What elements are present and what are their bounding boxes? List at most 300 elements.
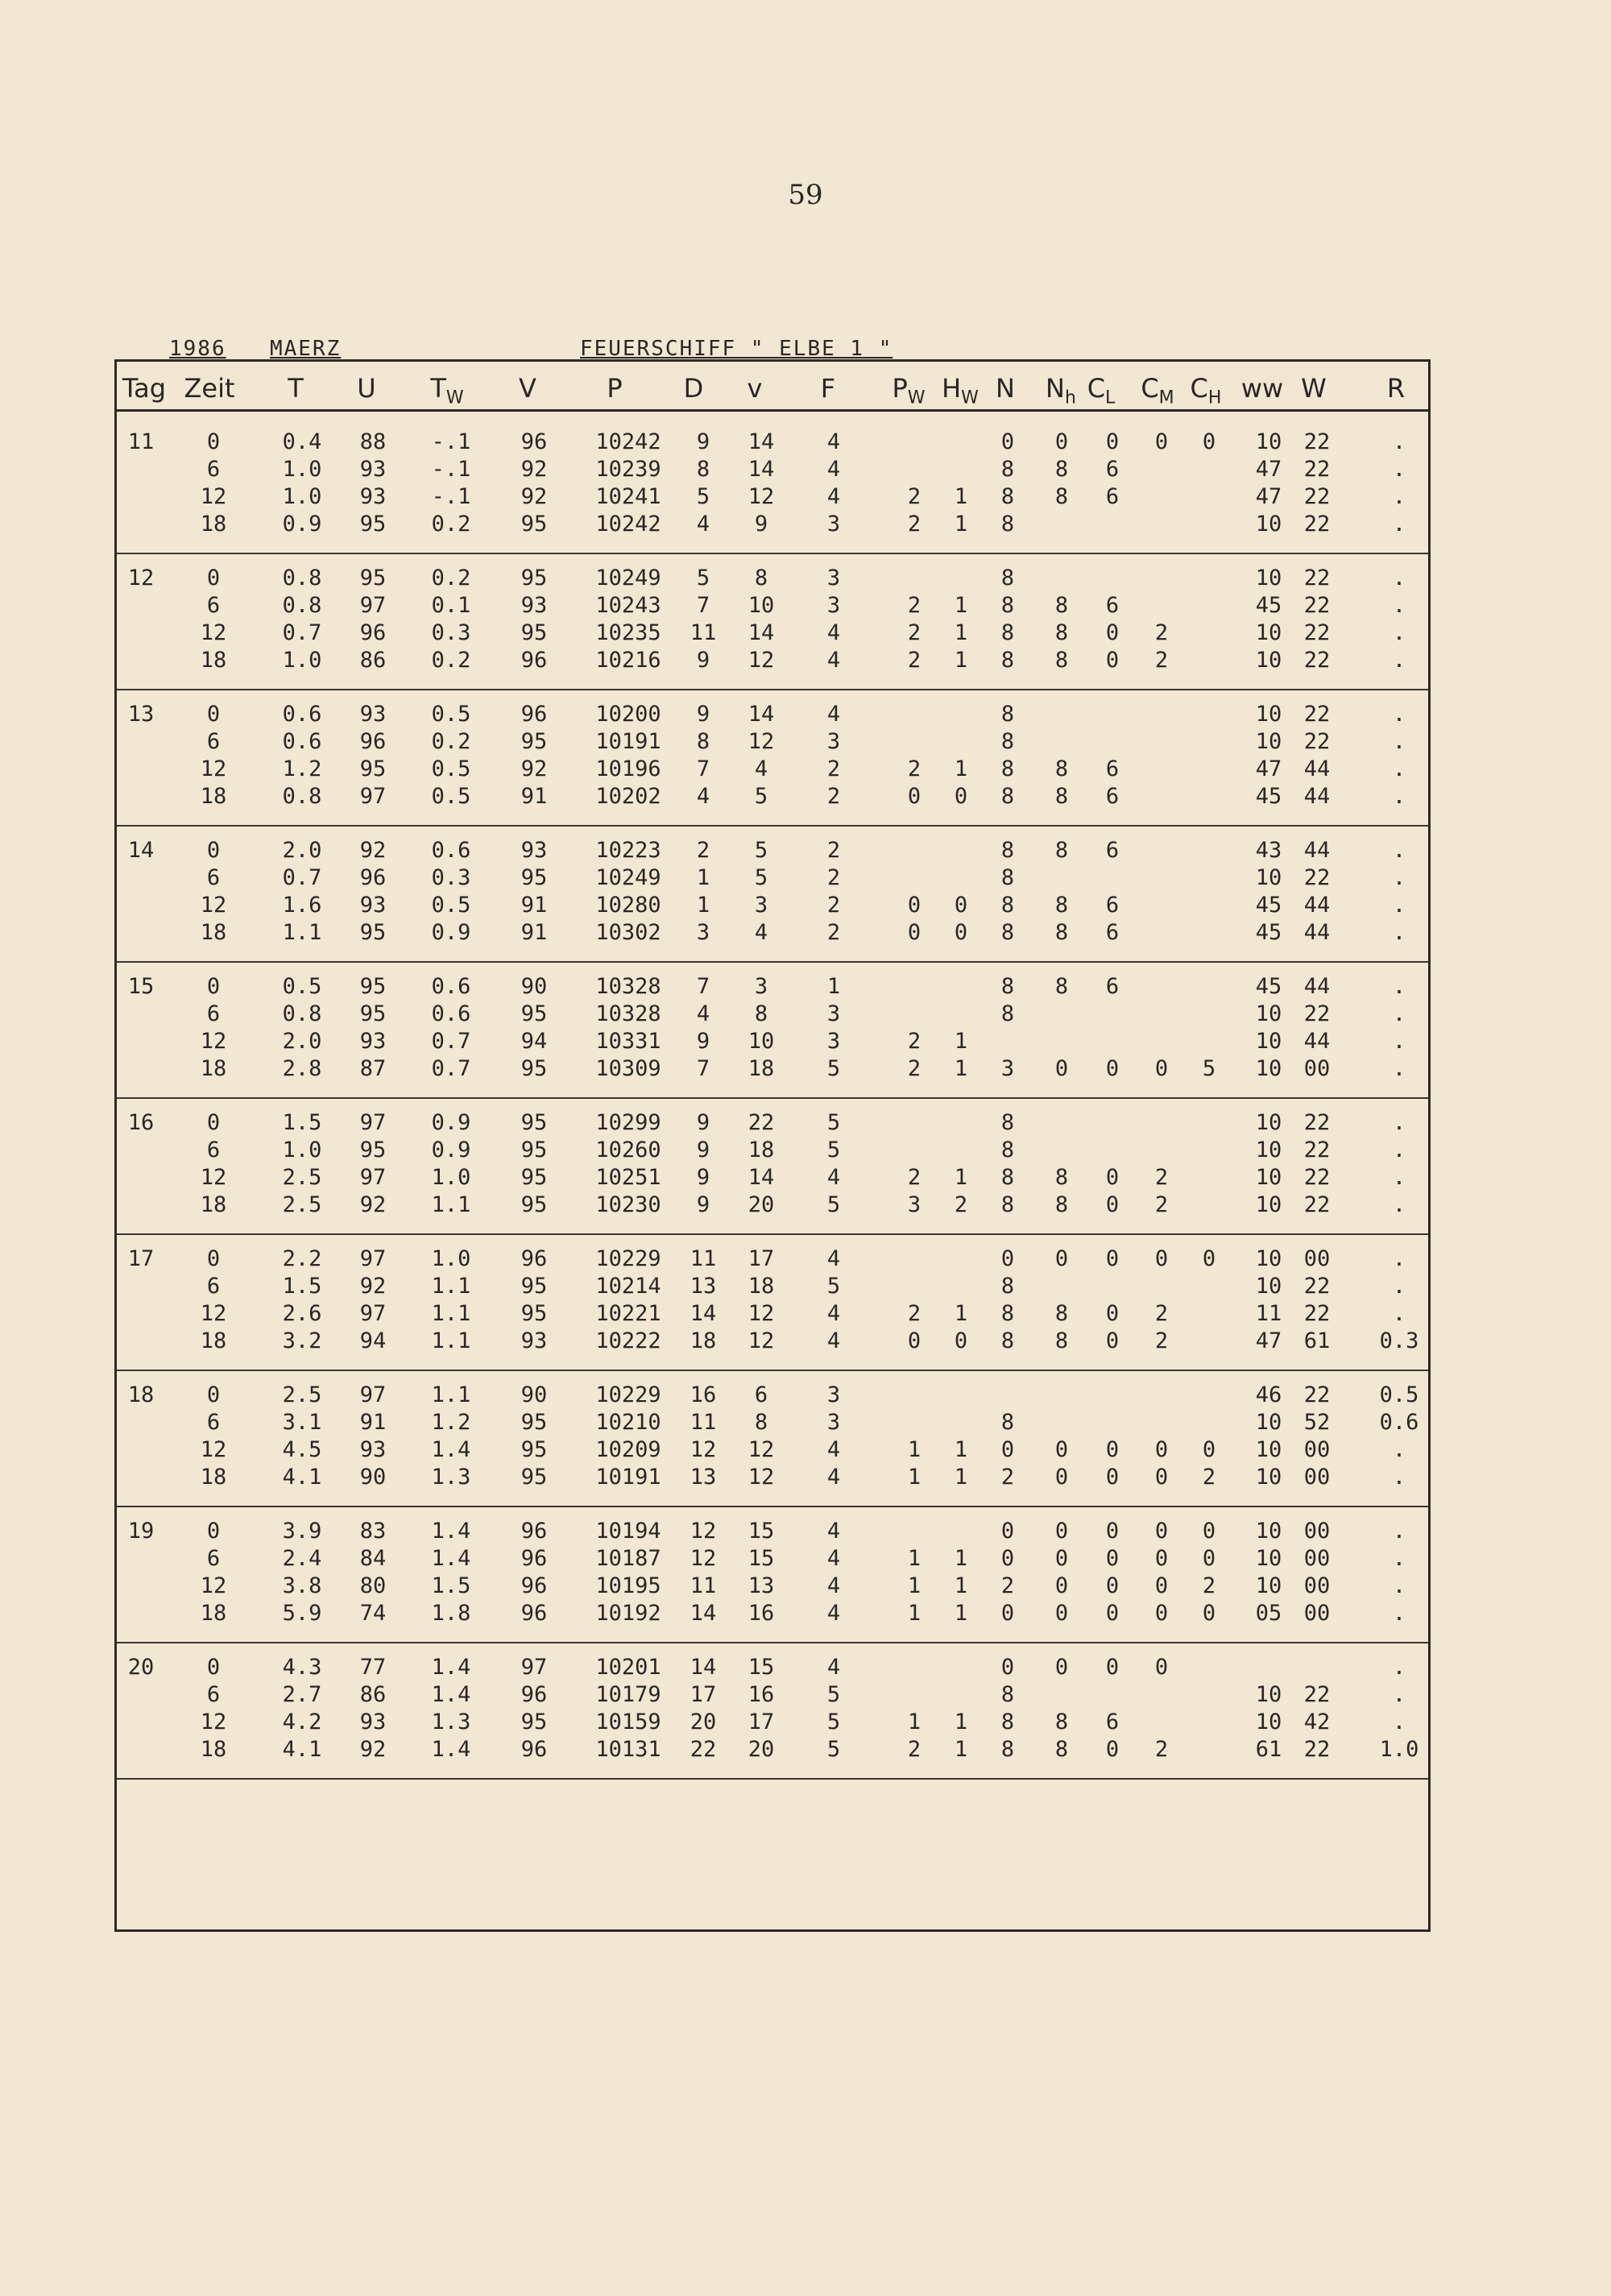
cell-d: 7: [696, 1056, 710, 1081]
cell-cl: 0: [1105, 1056, 1120, 1081]
cell-zeit: 18: [200, 1601, 227, 1626]
cell-n: 0: [1000, 429, 1015, 454]
cell-hw: 1: [954, 1437, 968, 1462]
cell-d: 5: [696, 484, 710, 509]
cell-tag: 19: [127, 1519, 155, 1544]
cell-v-speed: 18: [748, 1056, 775, 1081]
cell-tw: 1.0: [431, 1246, 471, 1271]
cell-cm: 2: [1154, 620, 1169, 645]
cell-pw: 0: [907, 1328, 921, 1353]
cell-f: 5: [826, 1274, 841, 1299]
cell-cl: 0: [1105, 1737, 1120, 1762]
cell-p: 10235: [595, 620, 661, 645]
cell-ww: 47: [1255, 756, 1282, 781]
table-header: [117, 362, 1428, 412]
cell-v-speed: 12: [748, 1328, 775, 1353]
cell-n: 8: [1000, 1274, 1015, 1299]
cell-zeit: 12: [200, 1165, 227, 1190]
cell-r: .: [1392, 920, 1406, 945]
cell-v-speed: 8: [754, 1001, 768, 1026]
cell-tag: 15: [127, 974, 155, 999]
cell-zeit: 12: [200, 620, 227, 645]
cell-ww: 45: [1255, 974, 1282, 999]
cell-zeit: 12: [200, 1573, 227, 1598]
cell-hw: 0: [954, 893, 968, 918]
cell-v-speed: 4: [754, 756, 768, 781]
cell-zeit: 12: [200, 1710, 227, 1734]
cell-t: 2.7: [282, 1682, 322, 1707]
cell-zeit: 0: [206, 1655, 221, 1680]
cell-tw: 0.5: [431, 893, 471, 918]
cell-u: 92: [359, 1274, 387, 1299]
cell-w: 52: [1303, 1410, 1331, 1435]
cell-n: 8: [1000, 893, 1015, 918]
cell-v: 93: [520, 1328, 548, 1353]
cell-f: 3: [826, 566, 841, 591]
cell-v-speed: 15: [748, 1655, 775, 1680]
header-ch: $C_H$: [1190, 373, 1222, 408]
header-r: R: [1386, 373, 1406, 404]
cell-zeit: 0: [206, 838, 221, 863]
cell-v: 91: [520, 920, 548, 945]
cell-r: .: [1392, 1165, 1406, 1190]
group-separator: [117, 1097, 1428, 1099]
header-zeit: Zeit: [184, 373, 235, 404]
cell-v: 95: [520, 1465, 548, 1490]
group-separator: [117, 961, 1428, 963]
cell-tw: 1.2: [431, 1410, 471, 1435]
cell-zeit: 18: [200, 1328, 227, 1353]
cell-f: 5: [826, 1110, 841, 1135]
cell-u: 86: [359, 648, 387, 673]
cell-v: 93: [520, 838, 548, 863]
cell-p: 10331: [595, 1029, 661, 1054]
cell-hw: 1: [954, 648, 968, 673]
cell-w: 22: [1303, 702, 1331, 727]
cell-n: 8: [1000, 1328, 1015, 1353]
cell-zeit: 6: [206, 729, 221, 754]
cell-nh: 8: [1054, 893, 1069, 918]
cell-tw: 1.4: [431, 1546, 471, 1571]
cell-cm: 0: [1154, 1546, 1169, 1571]
cell-tw: 0.7: [431, 1029, 471, 1054]
cell-p: 10243: [595, 593, 661, 618]
cell-tag: 11: [127, 429, 155, 454]
cell-zeit: 6: [206, 1001, 221, 1026]
cell-u: 95: [359, 566, 387, 591]
cell-v-speed: 12: [748, 1301, 775, 1326]
cell-n: 8: [1000, 920, 1015, 945]
cell-t: 0.8: [282, 1001, 322, 1026]
cell-u: 84: [359, 1546, 387, 1571]
cell-w: 22: [1303, 1274, 1331, 1299]
header-ww: ww: [1240, 373, 1284, 404]
cell-u: 97: [359, 1246, 387, 1271]
cell-nh: 8: [1054, 920, 1069, 945]
cell-ww: 10: [1255, 1029, 1282, 1054]
cell-v: 96: [520, 1682, 548, 1707]
header-tw: $T_W$: [430, 373, 464, 408]
cell-zeit: 6: [206, 457, 221, 482]
cell-cl: 0: [1105, 429, 1120, 454]
cell-d: 9: [696, 702, 710, 727]
cell-ww: 45: [1255, 920, 1282, 945]
cell-p: 10200: [595, 702, 661, 727]
cell-p: 10249: [595, 566, 661, 591]
cell-w: 22: [1303, 512, 1331, 537]
cell-d: 13: [690, 1274, 717, 1299]
cell-tw: -.1: [431, 457, 471, 482]
header-t: T: [288, 373, 304, 404]
cell-f: 3: [826, 1382, 841, 1407]
cell-n: 8: [1000, 865, 1015, 890]
cell-n: 8: [1000, 484, 1015, 509]
cell-f: 2: [826, 784, 841, 809]
cell-ww: 10: [1255, 1546, 1282, 1571]
cell-hw: 1: [954, 484, 968, 509]
cell-d: 9: [696, 429, 710, 454]
cell-w: 22: [1303, 729, 1331, 754]
cell-tw: 0.5: [431, 784, 471, 809]
cell-cm: 0: [1154, 1601, 1169, 1626]
cell-f: 3: [826, 1001, 841, 1026]
cell-v: 95: [520, 620, 548, 645]
cell-u: 92: [359, 1737, 387, 1762]
cell-v: 90: [520, 974, 548, 999]
cell-u: 95: [359, 974, 387, 999]
cell-w: 22: [1303, 429, 1331, 454]
cell-t: 1.0: [282, 1138, 322, 1163]
cell-v-speed: 10: [748, 593, 775, 618]
caption-year: 1986: [169, 337, 226, 361]
cell-t: 1.1: [282, 920, 322, 945]
cell-d: 14: [690, 1301, 717, 1326]
cell-pw: 2: [907, 1056, 921, 1081]
cell-u: 87: [359, 1056, 387, 1081]
cell-ww: 10: [1255, 620, 1282, 645]
cell-tag: 14: [127, 838, 155, 863]
cell-v-speed: 16: [748, 1682, 775, 1707]
cell-p: 10242: [595, 512, 661, 537]
cell-w: 22: [1303, 1382, 1331, 1407]
cell-nh: 8: [1054, 484, 1069, 509]
cell-r: .: [1392, 648, 1406, 673]
cell-hw: 1: [954, 1546, 968, 1571]
cell-u: 95: [359, 1001, 387, 1026]
cell-v-speed: 12: [748, 1437, 775, 1462]
cell-n: 8: [1000, 457, 1015, 482]
cell-hw: 0: [954, 784, 968, 809]
cell-pw: 2: [907, 1737, 921, 1762]
cell-tw: 0.1: [431, 593, 471, 618]
cell-v-speed: 13: [748, 1573, 775, 1598]
cell-hw: 1: [954, 1029, 968, 1054]
cell-tag: 18: [127, 1382, 155, 1407]
cell-w: 00: [1303, 1056, 1331, 1081]
cell-cl: 0: [1105, 1165, 1120, 1190]
cell-w: 22: [1303, 593, 1331, 618]
cell-ww: 10: [1255, 729, 1282, 754]
cell-r: .: [1392, 1601, 1406, 1626]
cell-v: 95: [520, 512, 548, 537]
cell-f: 4: [826, 484, 841, 509]
cell-u: 93: [359, 1437, 387, 1462]
cell-n: 8: [1000, 648, 1015, 673]
cell-r: .: [1392, 1437, 1406, 1462]
cell-p: 10239: [595, 457, 661, 482]
cell-cm: 0: [1154, 1246, 1169, 1271]
cell-t: 2.6: [282, 1301, 322, 1326]
cell-d: 4: [696, 1001, 710, 1026]
group-separator: [117, 825, 1428, 827]
cell-t: 1.6: [282, 893, 322, 918]
cell-f: 4: [826, 1519, 841, 1544]
cell-tw: 0.5: [431, 756, 471, 781]
cell-r: .: [1392, 702, 1406, 727]
cell-tw: 1.3: [431, 1710, 471, 1734]
cell-p: 10221: [595, 1301, 661, 1326]
cell-zeit: 0: [206, 1246, 221, 1271]
cell-nh: 8: [1054, 1328, 1069, 1353]
cell-pw: 2: [907, 512, 921, 537]
cell-cl: 6: [1105, 593, 1120, 618]
cell-d: 8: [696, 457, 710, 482]
cell-pw: 1: [907, 1710, 921, 1734]
group-separator: [117, 1233, 1428, 1235]
cell-v: 96: [520, 1601, 548, 1626]
cell-v-speed: 14: [748, 620, 775, 645]
cell-n: 8: [1000, 1165, 1015, 1190]
cell-t: 2.0: [282, 1029, 322, 1054]
cell-n: 0: [1000, 1437, 1015, 1462]
caption-month: MAERZ: [270, 337, 342, 361]
cell-nh: 0: [1054, 1246, 1069, 1271]
cell-w: 44: [1303, 920, 1331, 945]
cell-u: 97: [359, 784, 387, 809]
cell-tw: 1.4: [431, 1737, 471, 1762]
cell-tw: 0.6: [431, 838, 471, 863]
group-separator: [117, 1778, 1428, 1780]
cell-r: .: [1392, 1056, 1406, 1081]
cell-v-speed: 12: [748, 729, 775, 754]
cell-ww: 10: [1255, 1274, 1282, 1299]
cell-v: 95: [520, 1301, 548, 1326]
cell-tw: 0.2: [431, 512, 471, 537]
cell-u: 97: [359, 1110, 387, 1135]
cell-v-speed: 20: [748, 1737, 775, 1762]
cell-d: 9: [696, 1165, 710, 1190]
cell-nh: 8: [1054, 974, 1069, 999]
cell-n: 8: [1000, 1682, 1015, 1707]
cell-v: 91: [520, 784, 548, 809]
cell-tw: 0.5: [431, 702, 471, 727]
cell-r: .: [1392, 512, 1406, 537]
cell-f: 4: [826, 1601, 841, 1626]
cell-r: .: [1392, 1573, 1406, 1598]
cell-n: 8: [1000, 1110, 1015, 1135]
cell-pw: 2: [907, 1165, 921, 1190]
cell-w: 00: [1303, 1465, 1331, 1490]
cell-ww: 10: [1255, 1519, 1282, 1544]
cell-ww: 61: [1255, 1737, 1282, 1762]
cell-d: 9: [696, 1138, 710, 1163]
cell-p: 10230: [595, 1192, 661, 1217]
cell-d: 12: [690, 1437, 717, 1462]
cell-ch: 0: [1202, 429, 1216, 454]
cell-w: 61: [1303, 1328, 1331, 1353]
header-pw: $P_W$: [892, 373, 926, 408]
cell-zeit: 0: [206, 1519, 221, 1544]
cell-ch: 2: [1202, 1573, 1216, 1598]
cell-f: 2: [826, 838, 841, 863]
cell-p: 10201: [595, 1655, 661, 1680]
cell-zeit: 12: [200, 1029, 227, 1054]
cell-tw: 0.9: [431, 920, 471, 945]
cell-n: 8: [1000, 702, 1015, 727]
cell-cl: 0: [1105, 1546, 1120, 1571]
cell-cl: 6: [1105, 756, 1120, 781]
cell-n: 8: [1000, 1710, 1015, 1734]
cell-tw: 0.2: [431, 729, 471, 754]
cell-tw: 1.1: [431, 1301, 471, 1326]
cell-ww: 10: [1255, 1001, 1282, 1026]
cell-pw: 2: [907, 484, 921, 509]
cell-r: .: [1392, 429, 1406, 454]
cell-d: 5: [696, 566, 710, 591]
cell-ww: 45: [1255, 593, 1282, 618]
cell-cm: 0: [1154, 429, 1169, 454]
cell-p: 10192: [595, 1601, 661, 1626]
cell-v: 96: [520, 702, 548, 727]
cell-w: 00: [1303, 1573, 1331, 1598]
cell-nh: 8: [1054, 620, 1069, 645]
cell-ww: 10: [1255, 1710, 1282, 1734]
cell-ww: 45: [1255, 893, 1282, 918]
cell-zeit: 6: [206, 1410, 221, 1435]
cell-cl: 0: [1105, 1573, 1120, 1598]
cell-cl: 6: [1105, 784, 1120, 809]
cell-d: 7: [696, 593, 710, 618]
cell-r: .: [1392, 1655, 1406, 1680]
cell-v-speed: 8: [754, 566, 768, 591]
cell-hw: 1: [954, 1465, 968, 1490]
cell-zeit: 0: [206, 566, 221, 591]
cell-hw: 1: [954, 1056, 968, 1081]
cell-p: 10195: [595, 1573, 661, 1598]
cell-zeit: 18: [200, 1465, 227, 1490]
cell-t: 1.0: [282, 484, 322, 509]
cell-v-speed: 5: [754, 784, 768, 809]
cell-zeit: 12: [200, 893, 227, 918]
cell-r: .: [1392, 1029, 1406, 1054]
cell-pw: 1: [907, 1601, 921, 1626]
cell-nh: 8: [1054, 1301, 1069, 1326]
cell-u: 93: [359, 457, 387, 482]
cell-zeit: 18: [200, 648, 227, 673]
cell-v-speed: 9: [754, 512, 768, 537]
cell-w: 22: [1303, 484, 1331, 509]
cell-tag: 16: [127, 1110, 155, 1135]
cell-n: 8: [1000, 756, 1015, 781]
cell-v: 96: [520, 1546, 548, 1571]
cell-v-speed: 22: [748, 1110, 775, 1135]
cell-f: 4: [826, 620, 841, 645]
cell-nh: 8: [1054, 838, 1069, 863]
cell-tw: 1.1: [431, 1328, 471, 1353]
cell-n: 8: [1000, 593, 1015, 618]
cell-w: 44: [1303, 974, 1331, 999]
cell-nh: 8: [1054, 1737, 1069, 1762]
cell-zeit: 6: [206, 1682, 221, 1707]
cell-d: 11: [690, 1410, 717, 1435]
cell-zeit: 18: [200, 784, 227, 809]
cell-f: 5: [826, 1682, 841, 1707]
cell-tw: 1.4: [431, 1655, 471, 1680]
cell-v: 94: [520, 1029, 548, 1054]
cell-v-speed: 18: [748, 1138, 775, 1163]
cell-zeit: 12: [200, 756, 227, 781]
cell-t: 0.7: [282, 865, 322, 890]
cell-cl: 0: [1105, 1465, 1120, 1490]
cell-v-speed: 4: [754, 920, 768, 945]
cell-hw: 1: [954, 1737, 968, 1762]
cell-f: 5: [826, 1192, 841, 1217]
cell-pw: 3: [907, 1192, 921, 1217]
cell-cl: 0: [1105, 1519, 1120, 1544]
cell-zeit: 6: [206, 1274, 221, 1299]
cell-f: 4: [826, 648, 841, 673]
cell-v: 95: [520, 865, 548, 890]
cell-ww: 05: [1255, 1601, 1282, 1626]
cell-hw: 1: [954, 1601, 968, 1626]
cell-v: 96: [520, 1519, 548, 1544]
cell-r: .: [1392, 620, 1406, 645]
cell-f: 4: [826, 1655, 841, 1680]
cell-t: 2.5: [282, 1192, 322, 1217]
cell-tw: 1.1: [431, 1274, 471, 1299]
cell-f: 3: [826, 729, 841, 754]
cell-p: 10216: [595, 648, 661, 673]
cell-d: 1: [696, 893, 710, 918]
cell-r: 1.0: [1379, 1737, 1419, 1762]
cell-p: 10202: [595, 784, 661, 809]
cell-n: 2: [1000, 1573, 1015, 1598]
cell-pw: 1: [907, 1573, 921, 1598]
cell-w: 22: [1303, 1001, 1331, 1026]
cell-w: 44: [1303, 784, 1331, 809]
cell-n: 0: [1000, 1546, 1015, 1571]
cell-pw: 1: [907, 1465, 921, 1490]
cell-r: .: [1392, 566, 1406, 591]
cell-p: 10229: [595, 1382, 661, 1407]
cell-t: 3.9: [282, 1519, 322, 1544]
cell-t: 0.7: [282, 620, 322, 645]
cell-u: 92: [359, 1192, 387, 1217]
cell-f: 4: [826, 1328, 841, 1353]
cell-ww: 10: [1255, 1165, 1282, 1190]
cell-t: 3.1: [282, 1410, 322, 1435]
cell-d: 18: [690, 1328, 717, 1353]
cell-f: 4: [826, 1465, 841, 1490]
cell-nh: 0: [1054, 1546, 1069, 1571]
cell-ww: 10: [1255, 1192, 1282, 1217]
cell-p: 10191: [595, 729, 661, 754]
cell-p: 10242: [595, 429, 661, 454]
cell-t: 0.5: [282, 974, 322, 999]
cell-p: 10251: [595, 1165, 661, 1190]
cell-v-speed: 15: [748, 1519, 775, 1544]
header-n: N: [996, 373, 1015, 404]
